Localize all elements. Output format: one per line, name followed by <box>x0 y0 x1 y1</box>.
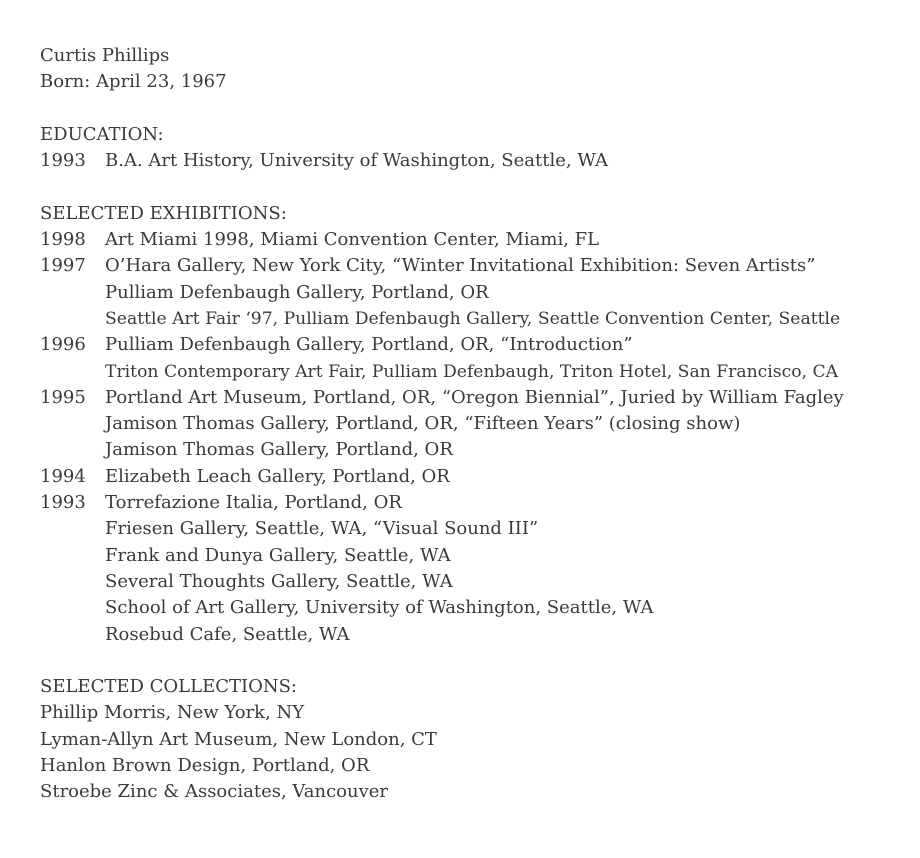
exhibition-entry: Triton Contemporary Art Fair, Pulliam Defenbaugh, Triton Hotel, San Francisco, CA <box>105 361 839 382</box>
exhibition-row <box>40 569 920 595</box>
exhibition-year <box>40 411 105 437</box>
exhibition-row <box>40 437 920 463</box>
exhibition-year: 1994 <box>40 465 86 487</box>
exhibition-entry: Art Miami 1998, Miami Convention Center, Miami, FL <box>105 229 600 251</box>
education-row <box>40 148 920 174</box>
education-entry: B.A. Art History, University of Washington, Seattle, WA <box>105 150 608 172</box>
exhibition-year: 1998 <box>40 229 86 251</box>
exhibition-row <box>40 227 920 253</box>
exhibition-entry: Elizabeth Leach Gallery, Portland, OR <box>105 465 450 487</box>
exhibition-year <box>40 543 105 569</box>
collection-item: Hanlon Brown Design, Portland, OR <box>40 755 370 777</box>
exhibition-entry: Portland Art Museum, Portland, OR, “Oregon Biennial”, Juried by William Fagley <box>105 386 844 408</box>
artist-name: Curtis Phillips <box>40 45 170 66</box>
exhibition-entry: Rosebud Cafe, Seattle, WA <box>105 623 350 645</box>
exhibition-entry: Pulliam Defenbaugh Gallery, Portland, OR <box>105 281 489 303</box>
exhibition-year <box>40 516 105 542</box>
collection-item: Lyman-Allyn Art Museum, New London, CT <box>40 728 437 750</box>
education-year: 1993 <box>40 150 86 172</box>
exhibition-year: 1997 <box>40 255 86 277</box>
exhibition-row <box>40 385 920 411</box>
exhibition-year <box>40 595 105 621</box>
exhibition-entry: Friesen Gallery, Seattle, WA, “Visual Sound III” <box>105 518 539 540</box>
exhibition-year <box>40 359 105 385</box>
exhibition-entry: Pulliam Defenbaugh Gallery, Portland, OR, “Introduction” <box>105 334 633 356</box>
exhibitions-heading: SELECTED EXHIBITIONS: <box>40 202 287 224</box>
exhibition-entry: O’Hara Gallery, New York City, “Winter Invitational Exhibition: Seven Artists” <box>105 255 816 277</box>
exhibition-entry: Several Thoughts Gallery, Seattle, WA <box>105 570 453 592</box>
exhibition-row <box>40 516 920 542</box>
exhibition-entry: Jamison Thomas Gallery, Portland, OR, “Fifteen Years” (closing show) <box>105 413 741 435</box>
collections-list <box>40 700 920 805</box>
exhibition-year <box>40 280 105 306</box>
exhibition-entry: Seattle Art Fair ‘97, Pulliam Defenbaugh Gallery, Seattle Convention Center, Seattle <box>105 308 841 329</box>
exhibition-entry: School of Art Gallery, University of Washington, Seattle, WA <box>105 597 654 619</box>
exhibition-year <box>40 622 105 648</box>
exhibition-entry: Frank and Dunya Gallery, Seattle, WA <box>105 544 451 566</box>
exhibition-row <box>40 253 920 279</box>
collections-heading: SELECTED COLLECTIONS: <box>40 676 298 698</box>
exhibition-year: 1993 <box>40 492 86 514</box>
collection-item: Stroebe Zinc & Associates, Vancouver <box>40 781 389 803</box>
spacer <box>40 648 920 674</box>
exhibition-year: 1996 <box>40 334 86 356</box>
exhibition-row <box>40 464 920 490</box>
exhibition-year <box>40 569 105 595</box>
exhibition-row <box>40 622 920 648</box>
spacer <box>40 174 920 200</box>
exhibition-row <box>40 280 920 306</box>
exhibitions-list <box>40 227 920 648</box>
exhibition-entry: Jamison Thomas Gallery, Portland, OR <box>105 439 453 461</box>
collection-item: Phillip Morris, New York, NY <box>40 702 305 724</box>
exhibition-entry: Torrefazione Italia, Portland, OR <box>105 492 402 514</box>
exhibition-row <box>40 332 920 358</box>
education-heading: EDUCATION: <box>40 123 164 145</box>
exhibition-row <box>40 543 920 569</box>
exhibition-year <box>40 306 105 332</box>
exhibition-row <box>40 595 920 621</box>
exhibition-row <box>40 359 920 385</box>
exhibition-year: 1995 <box>40 386 86 408</box>
exhibition-year <box>40 437 105 463</box>
spacer <box>40 96 920 122</box>
exhibition-row <box>40 411 920 437</box>
birth-date: Born: April 23, 1967 <box>40 71 227 93</box>
exhibition-row <box>40 306 920 332</box>
exhibition-row <box>40 490 920 516</box>
